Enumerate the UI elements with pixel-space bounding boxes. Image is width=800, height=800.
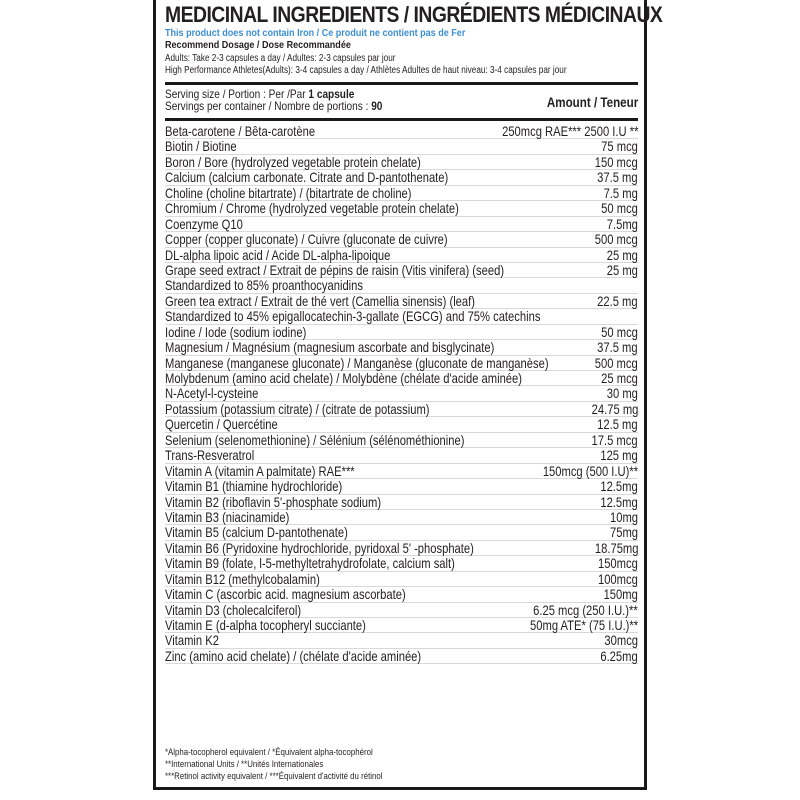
ingredient-amount: 37.5 mg bbox=[597, 339, 638, 356]
ingredient-amount: 12.5 mg bbox=[597, 416, 638, 433]
footnote-ate: *Alpha-tocopherol equivalent / *Équivalent alpha-tocophérol bbox=[165, 747, 373, 758]
ingredient-name: N-Acetyl-l-cysteine bbox=[165, 385, 259, 402]
ingredient-list bbox=[165, 124, 638, 664]
divider bbox=[165, 82, 638, 85]
ingredient-amount: 24.75 mg bbox=[591, 400, 638, 417]
ingredient-row bbox=[165, 186, 638, 201]
ingredient-name: Coenzyme Q10 bbox=[165, 215, 243, 232]
servings-per-container-label: Servings per container / Nombre de portions : bbox=[165, 99, 372, 113]
ingredient-amount: 100mcg bbox=[598, 570, 638, 587]
ingredient-name: Quercetin / Quercétine bbox=[165, 416, 278, 433]
ingredient-name: DL-alpha lipoic acid / Acide DL-alpha-lipoique bbox=[165, 246, 391, 263]
serving-size-label: Serving size / Portion : Per /Par bbox=[165, 87, 309, 101]
footnote-iu: **International Units / **Unités Internationales bbox=[165, 759, 324, 770]
ingredient-name: Standardized to 45% epigallocatechin-3-gallate (EGCG) and 75% catechins bbox=[165, 308, 541, 325]
ingredient-amount: 6.25mg bbox=[600, 647, 638, 664]
ingredient-name: Molybdenum (amino acid chelate) / Molybdène (chélate d'acide aminée) bbox=[165, 370, 522, 386]
ingredient-amount: 30mcg bbox=[604, 632, 638, 649]
dosage-heading: Recommend Dosage / Dose Recommandée bbox=[165, 40, 351, 51]
ingredient-amount: 50 mcg bbox=[601, 323, 638, 340]
ingredient-amount: 25 mcg bbox=[601, 370, 638, 386]
ingredient-amount: 75mg bbox=[609, 524, 638, 541]
ingredient-row bbox=[165, 294, 638, 309]
ingredient-row bbox=[165, 510, 638, 525]
ingredient-amount: 150mcg (500 I.U)** bbox=[542, 462, 638, 479]
ingredient-row bbox=[165, 649, 638, 664]
servings-per-container bbox=[165, 100, 382, 112]
ingredient-amount: 50 mcg bbox=[601, 200, 638, 217]
ingredient-row bbox=[165, 325, 638, 340]
ingredient-name: Vitamin B3 (niacinamide) bbox=[165, 508, 290, 525]
ingredient-row bbox=[165, 155, 638, 170]
ingredient-amount: 250mcg RAE*** 2500 I.U ** bbox=[501, 123, 638, 139]
ingredient-row bbox=[165, 278, 638, 293]
footnote-rae: ***Retinol activity equivalent / ***Équivalent d'activité du rétinol bbox=[165, 771, 383, 782]
ingredient-name: Calcium (calcium carbonate. Citrate and D-pantothenate) bbox=[165, 169, 449, 186]
ingredient-name: Potassium (potassium citrate) / (citrate de potassium) bbox=[165, 400, 430, 417]
ingredient-amount: 12.5mg bbox=[600, 493, 638, 510]
ingredient-amount: 25 mg bbox=[606, 261, 638, 278]
ingredient-row bbox=[165, 139, 638, 154]
panel-title: MEDICINAL INGREDIENTS / INGRÉDIENTS MÉDICINAUX bbox=[165, 2, 663, 27]
ingredient-name: Vitamin B5 (calcium D-pantothenate) bbox=[165, 524, 348, 541]
ingredient-name: Vitamin B6 (Pyridoxine hydrochloride, pyridoxal 5' -phosphate) bbox=[165, 539, 474, 556]
divider bbox=[165, 118, 638, 121]
ingredient-amount: 18.75mg bbox=[594, 539, 638, 556]
medicinal-ingredients-panel bbox=[153, 0, 663, 790]
ingredient-row bbox=[165, 556, 638, 571]
ingredient-amount: 7.5mg bbox=[606, 215, 638, 232]
ingredient-row bbox=[165, 495, 638, 510]
ingredient-name: Beta-carotene / Bêta-carotène bbox=[165, 123, 316, 139]
ingredient-amount: 50mg ATE* (75 I.U.)** bbox=[529, 617, 638, 633]
ingredient-amount: 500 mcg bbox=[595, 231, 638, 248]
ingredient-amount: 6.25 mcg (250 I.U.)** bbox=[533, 601, 638, 618]
ingredient-name: Choline (choline bitartrate) / (bitartrate de choline) bbox=[165, 184, 412, 201]
dosage-adults: Adults: Take 2-3 capsules a day / Adultes: 2-3 capsules par jour bbox=[165, 53, 396, 64]
ingredient-name: Chromium / Chrome (hydrolyzed vegetable protein chelate) bbox=[165, 200, 459, 217]
ingredient-amount: 150mcg bbox=[598, 555, 638, 572]
ingredient-name: Copper (copper gluconate) / Cuivre (gluconate de cuivre) bbox=[165, 231, 448, 248]
ingredient-row bbox=[165, 402, 638, 417]
ingredient-amount: 150mg bbox=[603, 586, 638, 603]
dosage-athletes: High Performance Athletes(Adults): 3-4 capsules a day / Athlètes Adultes de haut niveau: 3-4 capsules par jour bbox=[165, 65, 567, 76]
ingredient-row bbox=[165, 541, 638, 556]
ingredient-amount: 22.5 mg bbox=[597, 292, 638, 309]
ingredient-row bbox=[165, 309, 638, 324]
ingredient-name: Vitamin B2 (riboflavin 5'-phosphate sodium) bbox=[165, 493, 382, 510]
ingredient-row bbox=[165, 371, 638, 386]
ingredient-amount: 37.5 mg bbox=[597, 169, 638, 186]
ingredient-row bbox=[165, 248, 638, 263]
ingredient-row bbox=[165, 201, 638, 216]
ingredient-name: Vitamin B12 (methylcobalamin) bbox=[165, 570, 320, 587]
ingredient-row bbox=[165, 232, 638, 247]
ingredient-name: Vitamin A (vitamin A palmitate) RAE*** bbox=[165, 462, 355, 479]
ingredient-row bbox=[165, 633, 638, 648]
serving-size-value: 1 capsule bbox=[308, 87, 355, 101]
ingredient-row bbox=[165, 263, 638, 278]
ingredient-name: Vitamin B1 (thiamine hydrochloride) bbox=[165, 478, 343, 495]
ingredient-row bbox=[165, 448, 638, 463]
ingredient-amount: 17.5 mcg bbox=[591, 431, 638, 448]
ingredient-name: Magnesium / Magnésium (magnesium ascorbate and bisglycinate) bbox=[165, 339, 495, 356]
ingredient-row bbox=[165, 464, 638, 479]
ingredient-name: Iodine / Iode (sodium iodine) bbox=[165, 323, 307, 340]
ingredient-row bbox=[165, 618, 638, 633]
ingredient-name: Trans-Resveratrol bbox=[165, 447, 255, 464]
ingredient-row bbox=[165, 433, 638, 448]
ingredient-amount: 25 mg bbox=[606, 246, 638, 263]
ingredient-amount: 75 mcg bbox=[601, 138, 638, 155]
ingredient-name: Grape seed extract / Extrait de pépins de raisin (Vitis vinifera) (seed) bbox=[165, 261, 505, 278]
ingredient-amount: 150 mcg bbox=[595, 153, 638, 170]
ingredient-row bbox=[165, 124, 638, 139]
ingredient-name: Vitamin C (ascorbic acid. magnesium ascorbate) bbox=[165, 586, 406, 603]
ingredient-row bbox=[165, 386, 638, 401]
ingredient-amount: 12.5mg bbox=[600, 478, 638, 495]
ingredient-name: Selenium (selenomethionine) / Sélénium (sélénométhionine) bbox=[165, 431, 465, 448]
ingredient-name: Zinc (amino acid chelate) / (chélate d'acide aminée) bbox=[165, 647, 422, 664]
ingredient-amount: 500 mcg bbox=[595, 354, 638, 371]
ingredient-row bbox=[165, 587, 638, 602]
ingredient-amount: 125 mg bbox=[600, 447, 638, 464]
ingredient-name: Manganese (manganese gluconate) / Manganèse (gluconate de manganèse) bbox=[165, 354, 549, 371]
iron-notice: This product does not contain Iron / Ce produit ne contient pas de Fer bbox=[165, 28, 466, 39]
ingredient-row bbox=[165, 340, 638, 355]
ingredient-row bbox=[165, 356, 638, 371]
ingredient-name: Vitamin B9 (folate, l-5-methyltetrahydrofolate, calcium salt) bbox=[165, 555, 455, 572]
ingredient-row bbox=[165, 603, 638, 618]
ingredient-amount: 10mg bbox=[609, 508, 638, 525]
ingredient-amount: 30 mg bbox=[606, 385, 638, 402]
ingredient-row bbox=[165, 417, 638, 432]
amount-heading: Amount / Teneur bbox=[546, 95, 638, 110]
ingredient-name: Vitamin K2 bbox=[165, 632, 219, 649]
ingredient-row bbox=[165, 217, 638, 232]
ingredient-name: Vitamin D3 (cholecalciferol) bbox=[165, 601, 302, 618]
ingredient-name: Standardized to 85% proanthocyanidins bbox=[165, 277, 364, 294]
ingredient-row bbox=[165, 170, 638, 185]
ingredient-name: Green tea extract / Extrait de thé vert (Camellia sinensis) (leaf) bbox=[165, 292, 475, 309]
ingredient-row bbox=[165, 479, 638, 494]
ingredient-name: Vitamin E (d-alpha tocopheryl succiante) bbox=[165, 617, 366, 633]
ingredient-name: Biotin / Biotine bbox=[165, 138, 237, 155]
ingredient-row bbox=[165, 525, 638, 540]
ingredient-name: Boron / Bore (hydrolyzed vegetable protein chelate) bbox=[165, 153, 421, 170]
servings-per-container-value: 90 bbox=[371, 99, 383, 113]
ingredient-row bbox=[165, 572, 638, 587]
ingredient-amount: 7.5 mg bbox=[603, 184, 638, 201]
